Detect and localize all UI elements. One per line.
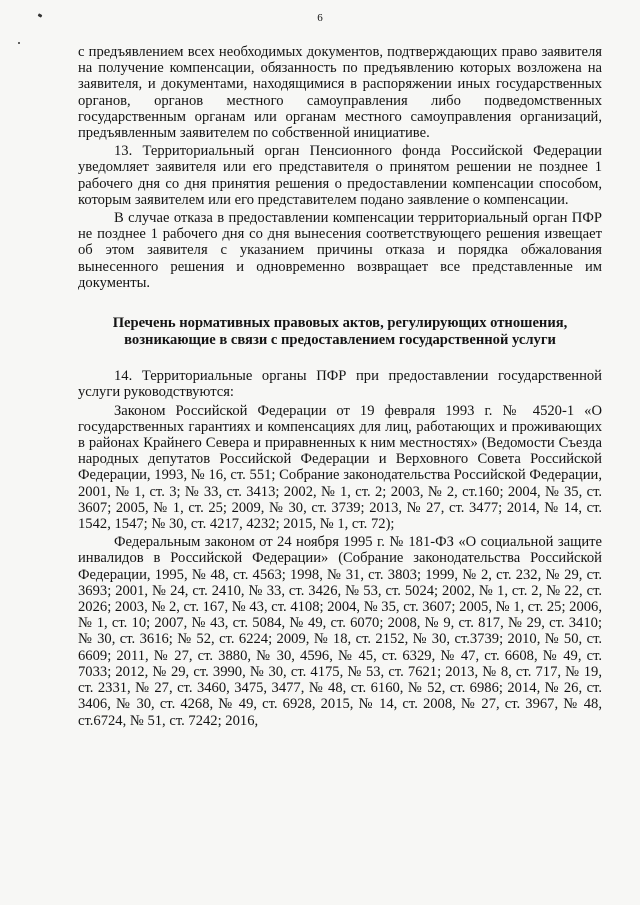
paragraph-law-181-fz: Федеральным законом от 24 ноября 1995 г. № 181-ФЗ «О социальной защите инвалидов в Российской Федерации» (Собрание законодательства Российской Федерации, 1995, № 48, ст. 4563; 1998, № 31, ст. 3803; 1999, № 2, ст. 232, № 29, ст. 3693; 2001, № 24, ст. 2410, № 33, ст. 3426, № 53, ст. 5024; 2002, № 1, ст. 2, № 22, ст. 2026; 2003, № 2, ст. 167, № 43, ст. 4108; 2004, № 35, ст. 3607; 2005, № 1, ст. 25; 2006, № 1, ст. 10; 2007, № 43, ст. 5084, № 49, ст. 6070; 2008, № 9, ст. 817, № 29, ст. 3410; № 30, ст. 3616; № 52, ст. 6224; 2009, № 18, ст. 2152, № 30, ст.3739; 2010, № 50, ст. 6609; 2011, № 27, ст. 3880, № 30, 4596, № 45, ст. 6329, № 47, ст. 6608, № 49, ст. 7033; 2012, № 29, ст. 3990, № 30, ст. 4175, № 53, ст. 7621; 2013, № 8, ст. 717, № 19, ст. 2331, № 27, ст. 3460, 3475, 3477, № 48, ст. 6160, № 52, ст. 6986; 2014, № 26, ст. 3406, № 30, ст. 4268, № 49, ст. 6928, 2015, № 14, ст. 2008, № 27, ст. 3967, № 48, ст.6724, № 51, ст. 7242; 2016, (78, 534, 602, 729)
paragraph-item-14: 14. Территориальные органы ПФР при предоставлении государственной услуги руководствуются: (78, 368, 602, 401)
page-number: 6 (317, 12, 323, 24)
scan-speck (18, 42, 20, 44)
paragraph-item-13: 13. Территориальный орган Пенсионного фонда Российской Федерации уведомляет заявителя или его представителя о принятом решении не позднее 1 рабочего дня со дня принятия решения о предоставлении компенсации способом, которым заявителем или его представителем подано заявление о компенсации. (78, 143, 602, 208)
paragraph-law-4520-1: Законом Российской Федерации от 19 февраля 1993 г. № 4520-1 «О государственных гарантиях и компенсациях для лиц, работающих и проживающих в районах Крайнего Севера и приравненных к ним местностях» (Ведомости Съезда народных депутатов Российской Федерации и Верховного Совета Российской Федерации, 1993, № 16, ст. 551; Собрание законодательства Российской Федерации, 2001, № 1, ст. 3; № 33, ст. 3413; 2002, № 1, ст. 2; 2003, № 2, ст.160; 2004, № 35, ст. 3607; 2005, № 1, ст. 25; 2009, № 30, ст. 3739; 2013, № 27, ст. 3477; 2014, № 14, ст. 1542, 1547; № 30, ст. 4217, 4232; 2015, № 1, ст. 72); (78, 402, 602, 533)
paragraph-refusal: В случае отказа в предоставлении компенсации территориальный орган ПФР не позднее 1 рабочего дня со дня вынесения соответствующего решения извещает об этом заявителя с указанием причины отказа и порядка обжалования вынесенного решения и одновременно возвращает все представленные им документы. (78, 210, 602, 291)
paragraph-continuation: с предъявлением всех необходимых документов, подтверждающих право заявителя на получение компенсации, обязанность по предъявлению которых возложена на заявителя, и документами, находящимися в распоряжении иных государственных органов, органов местного самоуправления либо подведомственных государственным органам или органам местного самоуправления организаций, предъявленным заявителем по собственной инициативе. (78, 44, 602, 142)
section-heading: Перечень нормативных правовых актов, регулирующих отношения, возникающие в связи с предоставлением государственной услуги (112, 315, 568, 348)
